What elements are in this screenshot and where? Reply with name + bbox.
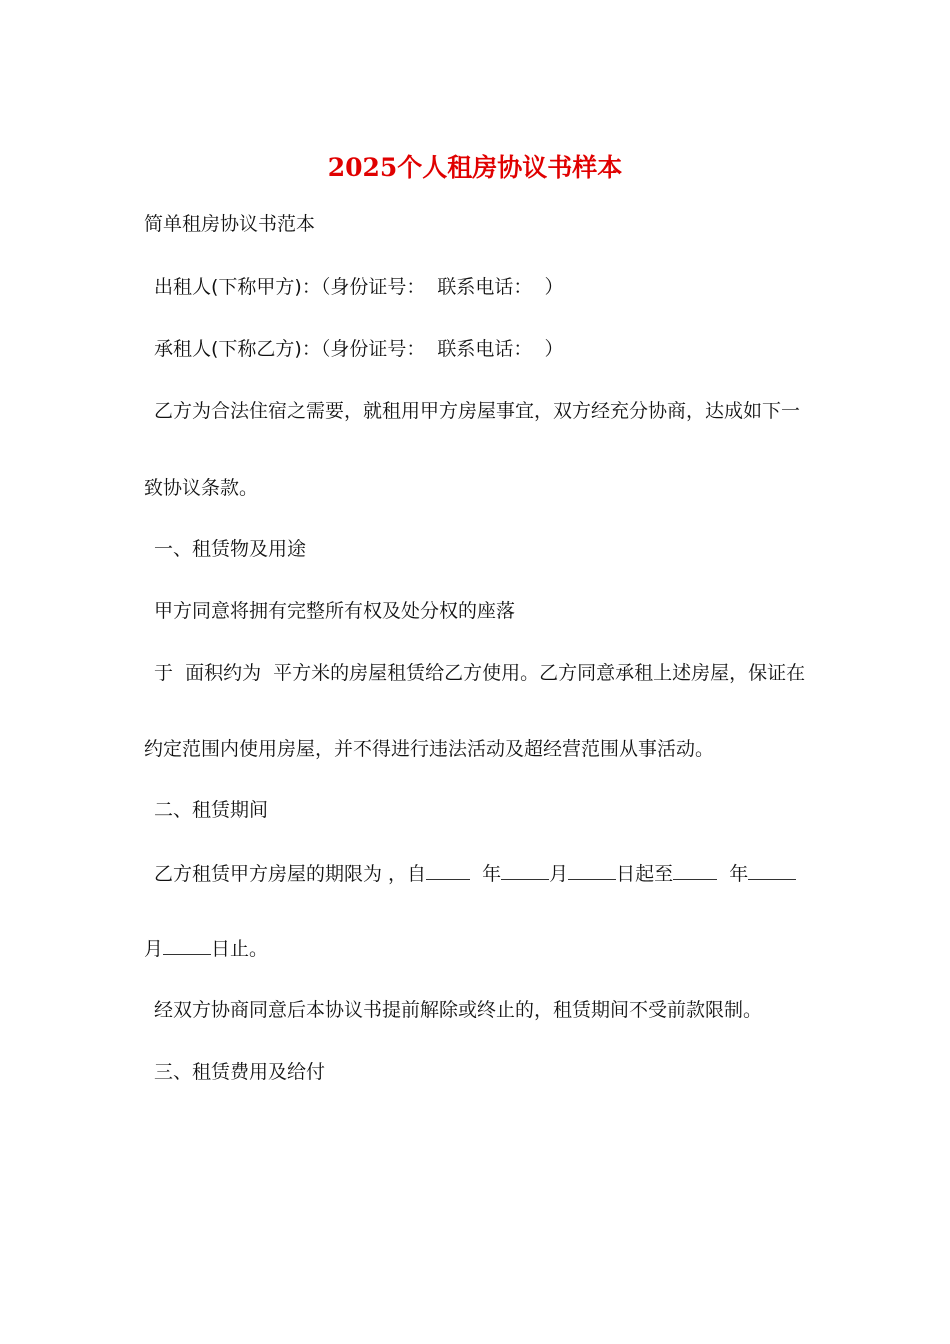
term-year2-label: 年 [729,863,749,885]
lease-term-line-2 [144,934,268,963]
document-title: 2025个人租房协议书样本 [327,153,623,182]
term-day-end-label: 日止。 [211,938,269,960]
intro-line-1: 乙方为合法住宿之需要，就租用甲方房屋事宜，双方经充分协商，达成如下一 [154,400,801,422]
term-month-label: 月 [549,863,569,885]
lessee-line: 承租人(下称乙方)：（身份证号： 联系电话： ） [154,338,564,360]
blank-end-month [748,859,796,880]
section1-para-1: 甲方同意将拥有完整所有权及处分权的座落 [154,600,516,622]
intro-line-2: 致协议条款。 [144,477,259,499]
section3-heading: 三、租赁费用及给付 [154,1061,326,1083]
section1-para-2-line-2: 约定范围内使用房屋，并不得进行违法活动及超经营范围从事活动。 [144,738,715,760]
term-month2-label: 月 [144,938,164,960]
blank-end-day [163,934,211,955]
blank-start-month [501,859,549,880]
term-day-from-label: 日起至 [616,863,674,885]
blank-start-year [426,859,470,880]
section1-heading: 一、租赁物及用途 [154,538,307,560]
term-year-label: 年 [482,863,502,885]
section2-heading: 二、租赁期间 [154,799,269,821]
section1-para-2-line-1: 于 面积约为 平方米的房屋租赁给乙方使用。乙方同意承租上述房屋，保证在 [154,662,806,684]
blank-start-day [568,859,616,880]
term-prefix: 乙方租赁甲方房屋的期限为 ，自 [154,863,427,885]
lessor-line: 出租人(下称甲方)：（身份证号： 联系电话： ） [154,276,564,298]
blank-end-year [673,859,717,880]
section2-para-2: 经双方协商同意后本协议书提前解除或终止的，租赁期间不受前款限制。 [154,999,763,1021]
document-subtitle: 简单租房协议书范本 [144,213,316,235]
lease-term-line-1 [154,859,796,888]
